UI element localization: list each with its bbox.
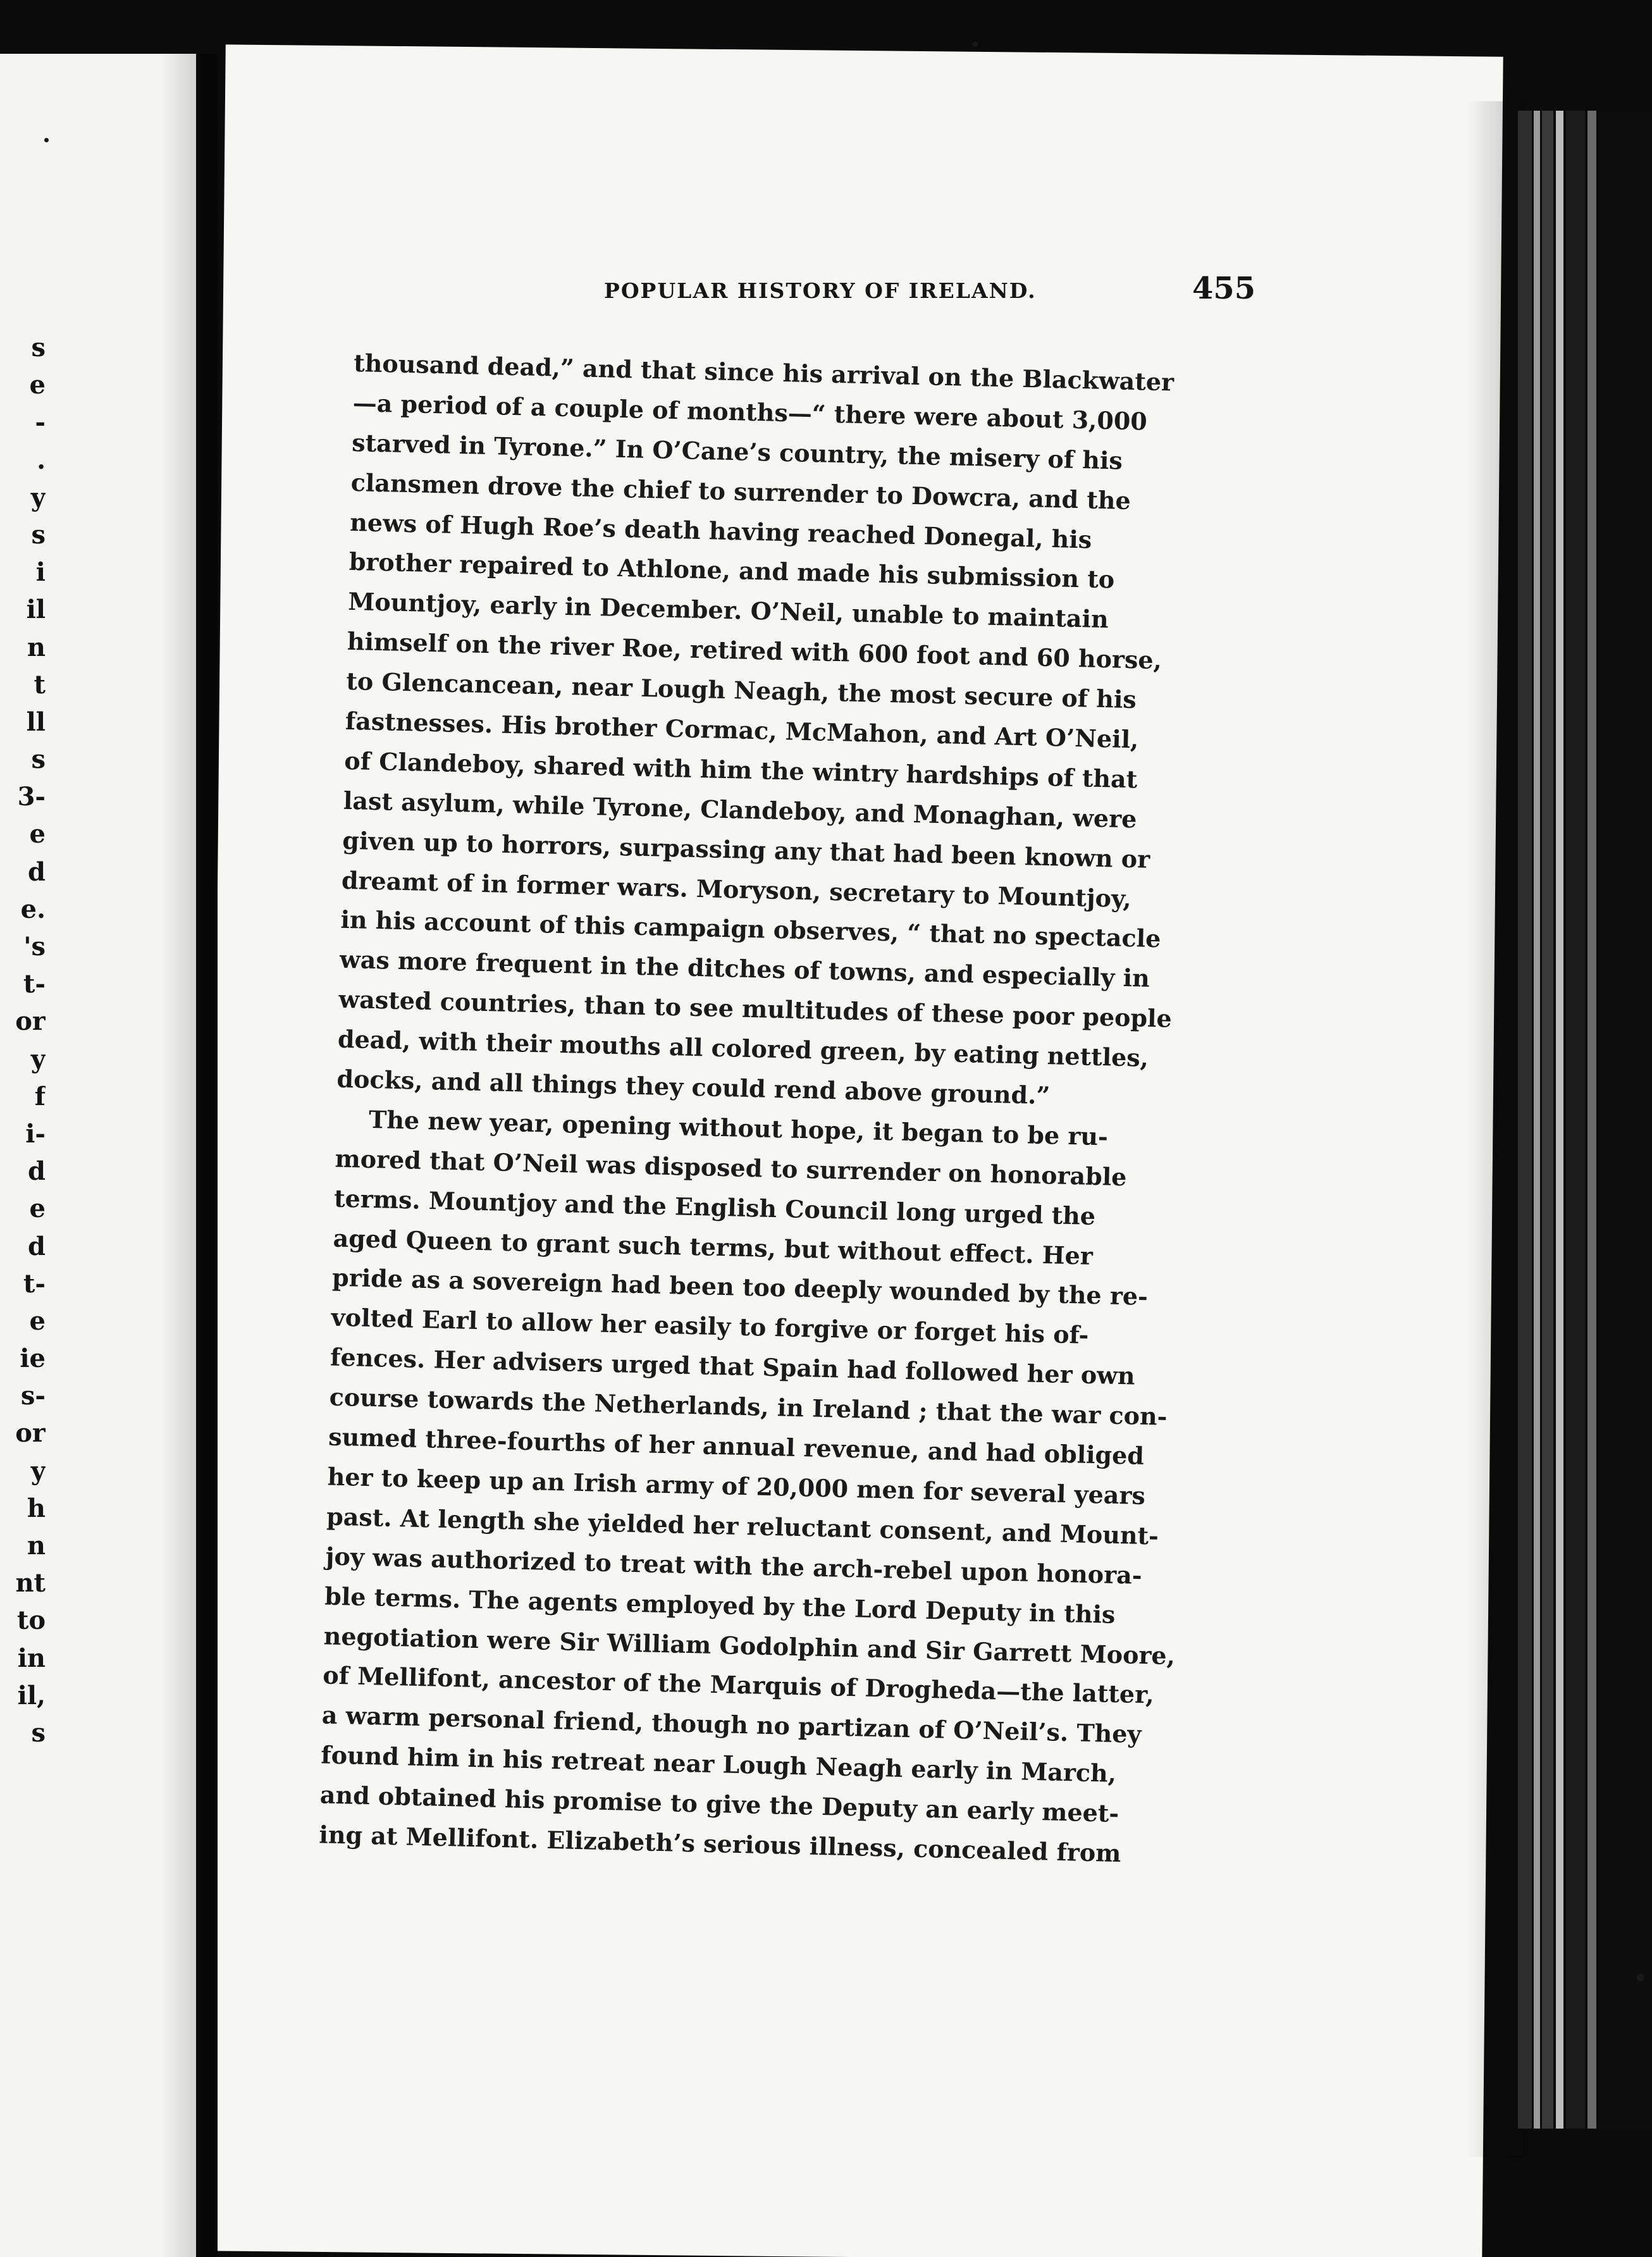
page-stack-edge <box>1587 111 1596 2129</box>
text-line: aged Queen to grant such terms, but without effect. Her <box>333 1223 1094 1270</box>
text-line: joy was authorized to treat with the arch-rebel upon honora- <box>325 1542 1143 1590</box>
margin-fragment: or <box>15 1006 46 1037</box>
margin-fragment: y <box>30 1044 46 1074</box>
text-line: found him in his retreat near Lough Neagh early in March, <box>320 1740 1117 1788</box>
book-spine <box>201 54 218 2257</box>
text-line: in his account of this campaign observes, “ that no spectacle <box>340 905 1161 953</box>
text-line: dreamt of in former wars. Moryson, secretary to Mountjoy, <box>341 865 1132 913</box>
text-line: brother repaired to Athlone, and made his submission to <box>348 547 1115 594</box>
margin-fragment: h <box>27 1493 46 1523</box>
scan-speck <box>1637 1974 1644 1981</box>
margin-fragment: ie <box>20 1344 46 1374</box>
margin-fragment: s <box>31 333 46 362</box>
text-line: ing at Mellifont. Elizabeth’s serious illness, concealed from <box>318 1820 1121 1868</box>
margin-fragment: e <box>29 819 46 850</box>
text-line: clansmen drove the chief to surrender to Dowcra, and the <box>350 467 1131 515</box>
text-line: of Clandeboy, shared with him the wintry hardships of that <box>343 746 1138 794</box>
margin-fragment: y <box>30 482 46 512</box>
text-line: Mountjoy, early in December. O’Neil, unable to maintain <box>347 587 1109 634</box>
margin-fragment: - <box>35 407 46 438</box>
margin-fragment: 's <box>23 932 46 962</box>
page-edge-shadow <box>1467 101 1524 2157</box>
text-line: terms. Mountjoy and the English Council long urged the <box>333 1184 1096 1230</box>
page-stack-edge <box>1556 111 1563 2129</box>
text-line: starved in Tyrone.” In O’Cane’s country, the misery of his <box>351 428 1123 475</box>
text-line: docks, and all things they could rend above ground.” <box>336 1064 1051 1110</box>
text-line: course towards the Netherlands, in Ireland ; that the war con- <box>329 1382 1168 1431</box>
margin-fragment: e <box>29 370 46 400</box>
margin-fragment: e. <box>20 894 46 924</box>
margin-fragment: s- <box>20 1381 46 1411</box>
margin-fragment: i- <box>25 1118 46 1149</box>
margin-fragment: ll <box>26 707 46 737</box>
margin-fragment: il <box>26 595 46 625</box>
margin-fragment: or <box>15 1418 46 1449</box>
margin-fragment: to <box>16 1605 46 1636</box>
margin-fragment: y <box>30 1456 46 1486</box>
page-stack-edge <box>1518 111 1532 2129</box>
page-stack-edge <box>1534 111 1540 2129</box>
scan-speck <box>973 42 978 47</box>
margin-fragment: nt <box>15 1568 46 1598</box>
margin-fragment: . <box>37 445 46 475</box>
previous-page-line-endings <box>0 329 46 1752</box>
margin-fragment: d <box>28 1231 46 1261</box>
text-line: sumed three-fourths of her annual revenue, and had obliged <box>328 1422 1145 1470</box>
page-stack-edge <box>1599 111 1652 2129</box>
page-number: 455 <box>1192 271 1256 306</box>
text-line: to Glencancean, near Lough Neagh, the most secure of his <box>345 666 1137 714</box>
margin-fragment: d <box>28 856 46 887</box>
margin-fragment: 3- <box>17 782 46 812</box>
text-line: of Mellifont, ancestor of the Marquis of Drogheda—the latter, <box>322 1660 1155 1709</box>
margin-fragment: s <box>31 1717 46 1748</box>
margin-fragment: s <box>31 745 46 775</box>
text-line: dead, with their mouths all colored green, by eating nettles, <box>337 1024 1149 1073</box>
margin-fragment: t <box>34 669 46 700</box>
text-line: mored that O’Neil was disposed to surrender on honorable <box>335 1144 1127 1191</box>
gutter-shadow <box>161 54 206 2257</box>
scan-speck <box>44 138 49 142</box>
margin-fragment: i <box>35 557 46 588</box>
text-line: news of Hugh Roe’s death having reached Donegal, his <box>349 507 1092 554</box>
page-stack-edge <box>1542 111 1553 2129</box>
margin-fragment: f <box>34 1081 46 1111</box>
text-line: —a period of a couple of months—“ there were about 3,000 <box>352 388 1148 436</box>
text-line: thousand dead,” and that since his arrival on the Blackwater <box>353 348 1174 397</box>
text-line: given up to horrors, surpassing any that had been known or <box>342 826 1150 874</box>
margin-fragment: e <box>29 1194 46 1224</box>
text-line: pride as a sovereign had been too deeply wounded by the re- <box>331 1263 1149 1311</box>
text-line: her to keep up an Irish army of 20,000 men for several years <box>327 1462 1146 1510</box>
text-line: wasted countries, than to see multitudes of these poor people <box>338 984 1173 1033</box>
running-head: POPULAR HISTORY OF IRELAND. <box>604 278 1037 303</box>
text-line: ble terms. The agents employed by the Lord Deputy in this <box>324 1581 1116 1629</box>
text-line: volted Earl to allow her easily to forgive or forget his of- <box>331 1302 1089 1350</box>
margin-fragment: d <box>28 1156 46 1187</box>
text-line: a warm personal friend, though no partizan of O’Neil’s. They <box>321 1700 1142 1749</box>
margin-fragment: s <box>31 519 46 550</box>
margin-fragment: n <box>27 1531 46 1561</box>
margin-fragment: t- <box>23 969 46 999</box>
margin-fragment: n <box>27 632 46 662</box>
text-line: fences. Her advisers urged that Spain had followed her own <box>330 1342 1136 1390</box>
text-line: and obtained his promise to give the Deputy an early meet- <box>319 1780 1119 1828</box>
margin-fragment: il, <box>17 1680 46 1710</box>
text-line: negotiation were Sir William Godolphin and Sir Garrett Moore, <box>323 1621 1176 1670</box>
text-line: was more frequent in the ditches of towns, and especially in <box>339 945 1150 993</box>
text-line: last asylum, while Tyrone, Clandeboy, and Monaghan, were <box>343 786 1137 834</box>
text-line: fastnesses. His brother Cormac, McMahon, and Art O’Neil, <box>345 706 1139 754</box>
margin-fragment: in <box>17 1643 46 1673</box>
body-text <box>319 343 1252 1876</box>
margin-fragment: e <box>29 1306 46 1336</box>
margin-fragment: t- <box>23 1268 46 1299</box>
text-line: himself on the river Roe, retired with 600 foot and 60 horse, <box>347 627 1162 675</box>
text-line: past. At length she yielded her reluctant consent, and Mount- <box>326 1502 1159 1550</box>
page-stack-edge <box>1566 111 1585 2129</box>
text-line: The new year, opening without hope, it began to be ru- <box>368 1104 1109 1151</box>
